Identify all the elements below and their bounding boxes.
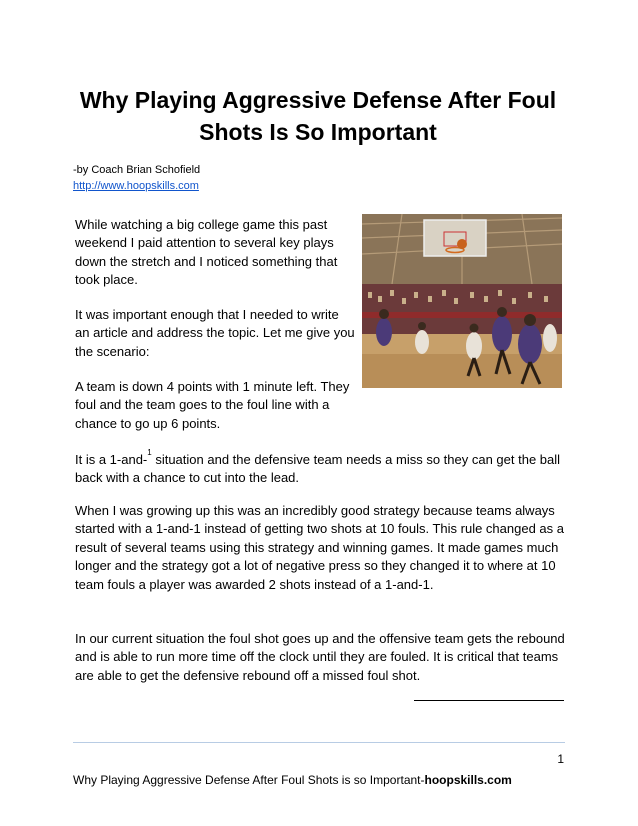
situation-text-a: It is a 1-and- xyxy=(75,452,148,467)
paragraph-intro: While watching a big college game this past weekend I paid attention to several key plays down the stretch and I noticed something that took place. xyxy=(75,217,338,288)
paragraph-situation xyxy=(75,447,565,488)
byline: -by Coach Brian Schofield xyxy=(73,164,201,176)
paragraph-scenario: A team is down 4 points with 1 minute left. They foul and the team goes to the foul line with a chance to go up 6 points. xyxy=(75,379,350,431)
footer-text: Why Playing Aggressive Defense After Foul Shots is so Important- xyxy=(73,773,425,787)
footnote-separator xyxy=(414,700,564,701)
website-link[interactable]: http://www.hoopskills.com xyxy=(73,180,199,192)
page-footer xyxy=(73,772,512,788)
page-number: 1 xyxy=(557,752,564,766)
superscript-one: 1 xyxy=(147,447,152,457)
footer-brand: hoopskills.com xyxy=(424,773,512,787)
document-title: Why Playing Aggressive Defense After Foul Shots Is So Important xyxy=(79,87,557,145)
footer-divider xyxy=(73,742,565,743)
paragraph-history: When I was growing up this was an incredibly good strategy because teams always started with a 1-and-1 instead of getting two shots at 10 fouls. This rule changed as a result of several teams using this strategy and winning games. It made games much longer and the strategy got a lot of negative press so they changed it to where at 10 team fouls a player was awarded 2 shots instead of a 1-and-1. xyxy=(75,503,564,592)
paragraph-topic: It was important enough that I needed to write an article and address the topic. Let me give you the scenario: xyxy=(75,307,355,359)
paragraph-current: In our current situation the foul shot goes up and the offensive team gets the rebound and is able to run more time off the clock until they are fouled. It is critical that teams are able to get the defensive rebound off a missed foul shot. xyxy=(75,631,565,683)
basketball-game-photo xyxy=(362,214,562,388)
situation-text-b: situation and the defensive team needs a miss so they can get the ball back with a chance to cut into the lead. xyxy=(75,452,561,486)
